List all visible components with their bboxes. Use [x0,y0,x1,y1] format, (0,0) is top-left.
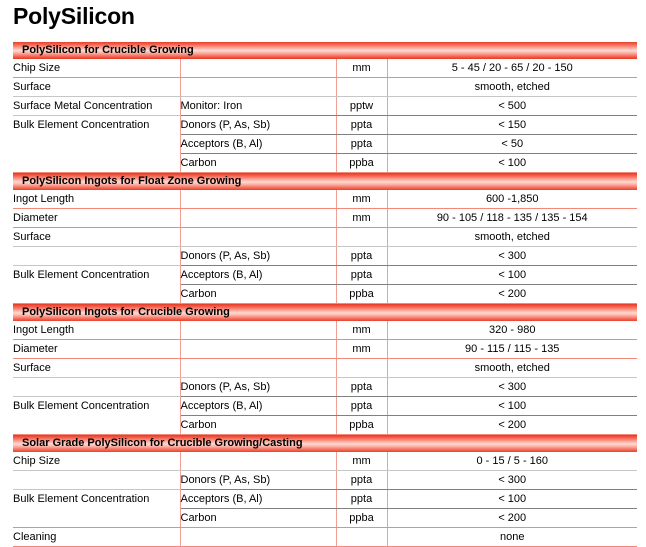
unit-cell: ppta [336,471,387,490]
property-label-cell: Bulk Element Concentration [13,397,180,416]
unit-cell: mm [336,59,387,78]
property-subitem-cell: Carbon [180,285,336,304]
page-title: PolySilicon [13,3,135,29]
property-label-cell: Ingot Length [13,190,180,209]
table-row [13,116,637,135]
value-cell: < 100 [387,266,637,285]
value-cell: smooth, etched [387,359,637,378]
table-row [13,154,637,173]
property-subitem-cell [180,78,336,97]
property-subitem-cell [180,452,336,471]
property-label-cell: Bulk Element Concentration [13,490,180,509]
property-label-cell [13,154,180,173]
property-subitem-cell [180,340,336,359]
section-header-row [13,173,637,191]
unit-cell: ppba [336,154,387,173]
unit-cell: ppta [336,135,387,154]
unit-cell: mm [336,340,387,359]
property-subitem-cell: Acceptors (B, Al) [180,135,336,154]
section-header-row [13,42,637,59]
table-row [13,416,637,435]
table-row [13,247,637,266]
value-cell: < 50 [387,135,637,154]
table-row [13,378,637,397]
unit-cell: pptw [336,97,387,116]
value-cell: 0 - 15 / 5 - 160 [387,452,637,471]
table-row [13,321,637,340]
table-row [13,190,637,209]
unit-cell [336,359,387,378]
unit-cell: ppta [336,490,387,509]
property-subitem-cell: Carbon [180,416,336,435]
table-row [13,359,637,378]
section-header-cell [13,304,637,322]
unit-cell [336,228,387,247]
property-label-cell: Bulk Element Concentration [13,266,180,285]
unit-cell [336,528,387,547]
unit-cell: mm [336,190,387,209]
property-label-cell: Chip Size [13,452,180,471]
unit-cell: ppta [336,116,387,135]
table-row [13,59,637,78]
value-cell: < 100 [387,397,637,416]
property-subitem-cell: Acceptors (B, Al) [180,490,336,509]
section-header-row [13,304,637,322]
table-row [13,135,637,154]
value-cell: smooth, etched [387,78,637,97]
property-subitem-cell: Donors (P, As, Sb) [180,116,336,135]
value-cell: 5 - 45 / 20 - 65 / 20 - 150 [387,59,637,78]
property-label-cell [13,285,180,304]
table-row [13,490,637,509]
table-row [13,97,637,116]
value-cell: < 500 [387,97,637,116]
table-row [13,509,637,528]
property-subitem-cell: Carbon [180,154,336,173]
value-cell: none [387,528,637,547]
unit-cell: ppba [336,509,387,528]
table-row [13,266,637,285]
property-label-cell [13,471,180,490]
value-cell: 320 - 980 [387,321,637,340]
table-row [13,285,637,304]
property-label-cell [13,378,180,397]
section-header-label: Solar Grade PolySilicon for Crucible Growing/Casting [22,437,303,449]
property-subitem-cell [180,190,336,209]
property-label-cell: Surface Metal Concentration [13,97,180,116]
value-cell: < 100 [387,154,637,173]
value-cell: 600 -1,850 [387,190,637,209]
unit-cell: ppta [336,247,387,266]
unit-cell: ppta [336,266,387,285]
table-row [13,78,637,97]
property-subitem-cell: Acceptors (B, Al) [180,397,336,416]
value-cell: 90 - 115 / 115 - 135 [387,340,637,359]
property-subitem-cell: Carbon [180,509,336,528]
unit-cell: ppta [336,397,387,416]
value-cell: < 300 [387,471,637,490]
property-label-cell: Ingot Length [13,321,180,340]
section-header-label: PolySilicon for Crucible Growing [22,44,194,56]
property-subitem-cell [180,359,336,378]
property-label-cell: Chip Size [13,59,180,78]
property-label-cell [13,416,180,435]
unit-cell: ppba [336,416,387,435]
section-header-label: PolySilicon Ingots for Float Zone Growing [22,175,242,187]
value-cell: < 300 [387,378,637,397]
property-label-cell [13,135,180,154]
value-cell: < 150 [387,116,637,135]
property-label-cell: Diameter [13,340,180,359]
unit-cell: mm [336,452,387,471]
value-cell: < 200 [387,416,637,435]
table-row [13,397,637,416]
unit-cell: mm [336,209,387,228]
property-label-cell: Diameter [13,209,180,228]
property-label-cell: Surface [13,228,180,247]
unit-cell: mm [336,321,387,340]
value-cell: < 200 [387,509,637,528]
unit-cell [336,78,387,97]
property-subitem-cell [180,228,336,247]
value-cell: 90 - 105 / 118 - 135 / 135 - 154 [387,209,637,228]
value-cell: < 300 [387,247,637,266]
property-label-cell: Surface [13,359,180,378]
section-header-cell [13,435,637,453]
property-label-cell [13,247,180,266]
section-header-cell [13,173,637,191]
unit-cell: ppba [336,285,387,304]
property-label-cell [13,509,180,528]
property-label-cell: Cleaning [13,528,180,547]
table-row [13,228,637,247]
table-row [13,209,637,228]
property-subitem-cell [180,321,336,340]
table-row [13,452,637,471]
property-subitem-cell: Donors (P, As, Sb) [180,471,336,490]
section-header-cell [13,42,637,59]
property-subitem-cell: Monitor: Iron [180,97,336,116]
value-cell: < 100 [387,490,637,509]
property-label-cell: Surface [13,78,180,97]
table-row [13,471,637,490]
property-subitem-cell [180,59,336,78]
value-cell: < 200 [387,285,637,304]
property-label-cell: Bulk Element Concentration [13,116,180,135]
property-subitem-cell [180,528,336,547]
property-subitem-cell [180,209,336,228]
specification-table [13,42,637,547]
spec-table-body [13,42,637,547]
unit-cell: ppta [336,378,387,397]
property-subitem-cell: Acceptors (B, Al) [180,266,336,285]
property-subitem-cell: Donors (P, As, Sb) [180,378,336,397]
section-header-row [13,435,637,453]
property-subitem-cell: Donors (P, As, Sb) [180,247,336,266]
table-row [13,528,637,547]
section-header-label: PolySilicon Ingots for Crucible Growing [22,306,230,318]
table-row [13,340,637,359]
value-cell: smooth, etched [387,228,637,247]
